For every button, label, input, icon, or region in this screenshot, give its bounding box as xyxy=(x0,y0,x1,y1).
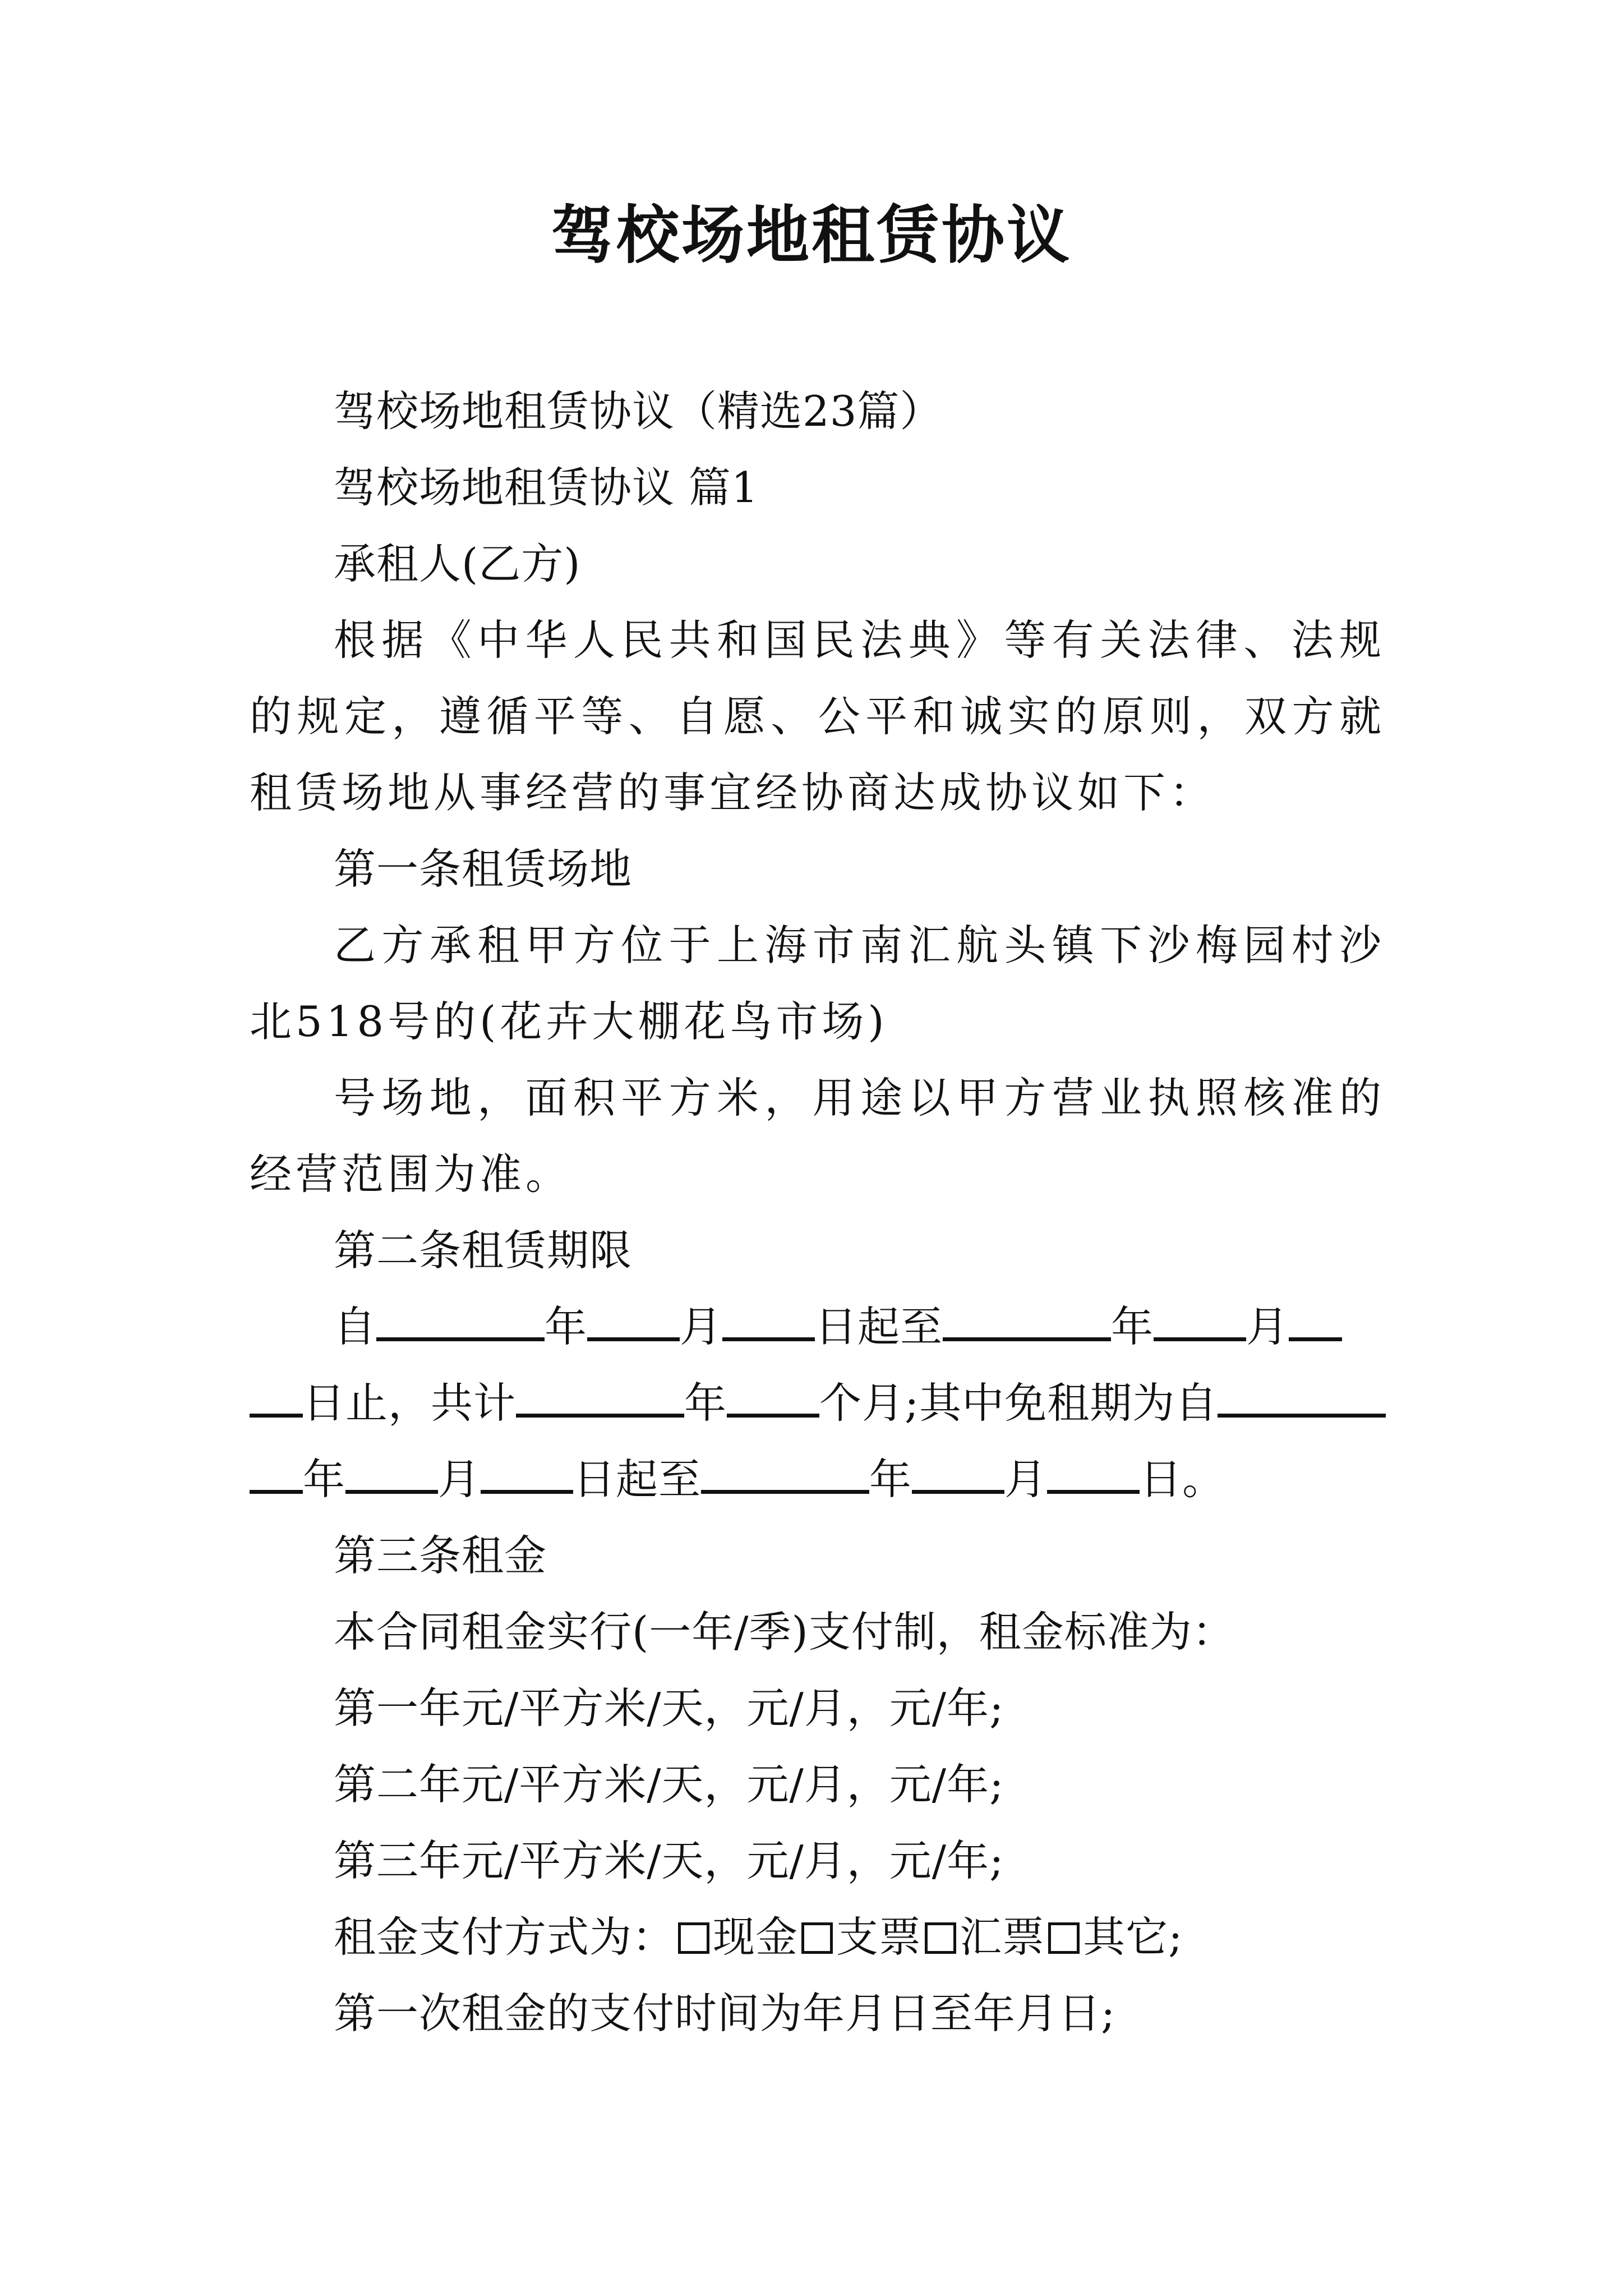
document-title: 驾校场地租赁协议 xyxy=(551,199,1072,272)
checkbox-check[interactable] xyxy=(801,1922,833,1954)
term-month-unit: 月 xyxy=(1246,1302,1289,1351)
payment-prefix: 租金支付方式为： xyxy=(334,1912,675,1962)
blank-free-end-month[interactable] xyxy=(912,1462,1004,1494)
payment-option-check: 支票 xyxy=(836,1912,922,1962)
rent-year-1: 第一年元/平方米/天，元/月，元/年; xyxy=(334,1683,1004,1733)
blank-end-year[interactable] xyxy=(943,1309,1111,1341)
term-line-3 xyxy=(250,1441,1385,1517)
rent-year-2: 第二年元/平方米/天，元/月，元/年; xyxy=(334,1760,1004,1809)
article-3-text: 本合同租金实行(一年/季)支付制，租金标准为： xyxy=(334,1607,1235,1657)
blank-total-months[interactable] xyxy=(727,1386,819,1418)
blank-end-day-part2[interactable] xyxy=(250,1386,303,1418)
term-months-count: 个月;其中免租期为自 xyxy=(819,1378,1218,1428)
blank-start-month[interactable] xyxy=(587,1309,680,1341)
blank-start-year[interactable] xyxy=(376,1309,545,1341)
term-day-from: 日起至 xyxy=(815,1302,943,1351)
blank-free-start-year-part2[interactable] xyxy=(250,1462,303,1494)
term-line-1 xyxy=(250,1289,1385,1365)
term-year-unit: 年 xyxy=(869,1455,912,1504)
checkbox-other[interactable] xyxy=(1048,1922,1080,1954)
first-payment-line: 第一次租金的支付时间为年月日至年月日; xyxy=(334,1989,1116,2038)
blank-end-day-part1[interactable] xyxy=(1289,1309,1342,1341)
article-1-location: 乙方承租甲方位于上海市南汇航头镇下沙梅园村沙北518号的(花卉大棚花鸟市场) xyxy=(250,921,1385,1046)
term-month-unit: 月 xyxy=(680,1302,723,1351)
term-day-end: 日止，共计 xyxy=(303,1378,517,1428)
term-day-from: 日起至 xyxy=(573,1455,702,1504)
blank-free-end-year[interactable] xyxy=(701,1462,869,1494)
blank-start-day[interactable] xyxy=(722,1309,815,1341)
preamble-paragraph: 根据《中华人民共和国民法典》等有关法律、法规的规定，遵循平等、自愿、公平和诚实的原则，双方就租赁场地从事经营的事宜经协商达成协议如下： xyxy=(250,615,1385,817)
payment-method-line xyxy=(250,1899,1385,1975)
subtitle-line: 驾校场地租赁协议（精选23篇） xyxy=(334,386,943,436)
term-year-unit: 年 xyxy=(545,1302,588,1351)
article-2-title: 第二条租赁期限 xyxy=(334,1226,633,1275)
payment-option-cash: 现金 xyxy=(713,1912,799,1962)
term-year-unit: 年 xyxy=(303,1455,346,1504)
blank-total-years[interactable] xyxy=(516,1386,684,1418)
term-month-unit: 月 xyxy=(1004,1455,1048,1504)
section-heading: 驾校场地租赁协议 篇1 xyxy=(334,463,759,512)
term-day-final: 日。 xyxy=(1140,1455,1225,1504)
blank-free-end-day[interactable] xyxy=(1047,1462,1140,1494)
blank-end-month[interactable] xyxy=(1154,1309,1246,1341)
payment-suffix: ; xyxy=(1168,1912,1183,1962)
payment-option-draft: 汇票 xyxy=(960,1912,1045,1962)
document-body xyxy=(250,373,1385,2051)
term-month-unit: 月 xyxy=(438,1455,481,1504)
checkbox-cash[interactable] xyxy=(678,1922,709,1954)
blank-free-start-month[interactable] xyxy=(345,1462,438,1494)
blank-free-start-day[interactable] xyxy=(481,1462,573,1494)
article-1-title: 第一条租赁场地 xyxy=(334,844,633,894)
term-line-2 xyxy=(250,1365,1385,1441)
checkbox-draft[interactable] xyxy=(925,1922,956,1954)
blank-free-start-year-part1[interactable] xyxy=(1218,1386,1386,1418)
payment-option-other: 其它 xyxy=(1083,1912,1169,1962)
term-year-unit: 年 xyxy=(1111,1302,1154,1351)
article-3-title: 第三条租金 xyxy=(334,1531,547,1580)
term-year-unit: 年 xyxy=(684,1378,727,1428)
article-1-area: 号场地，面积平方米，用途以甲方营业执照核准的经营范围为准。 xyxy=(250,1073,1385,1199)
term-from: 自 xyxy=(334,1302,377,1351)
lessee-line: 承租人(乙方) xyxy=(334,539,581,588)
rent-year-3: 第三年元/平方米/天，元/月，元/年; xyxy=(334,1836,1004,1885)
